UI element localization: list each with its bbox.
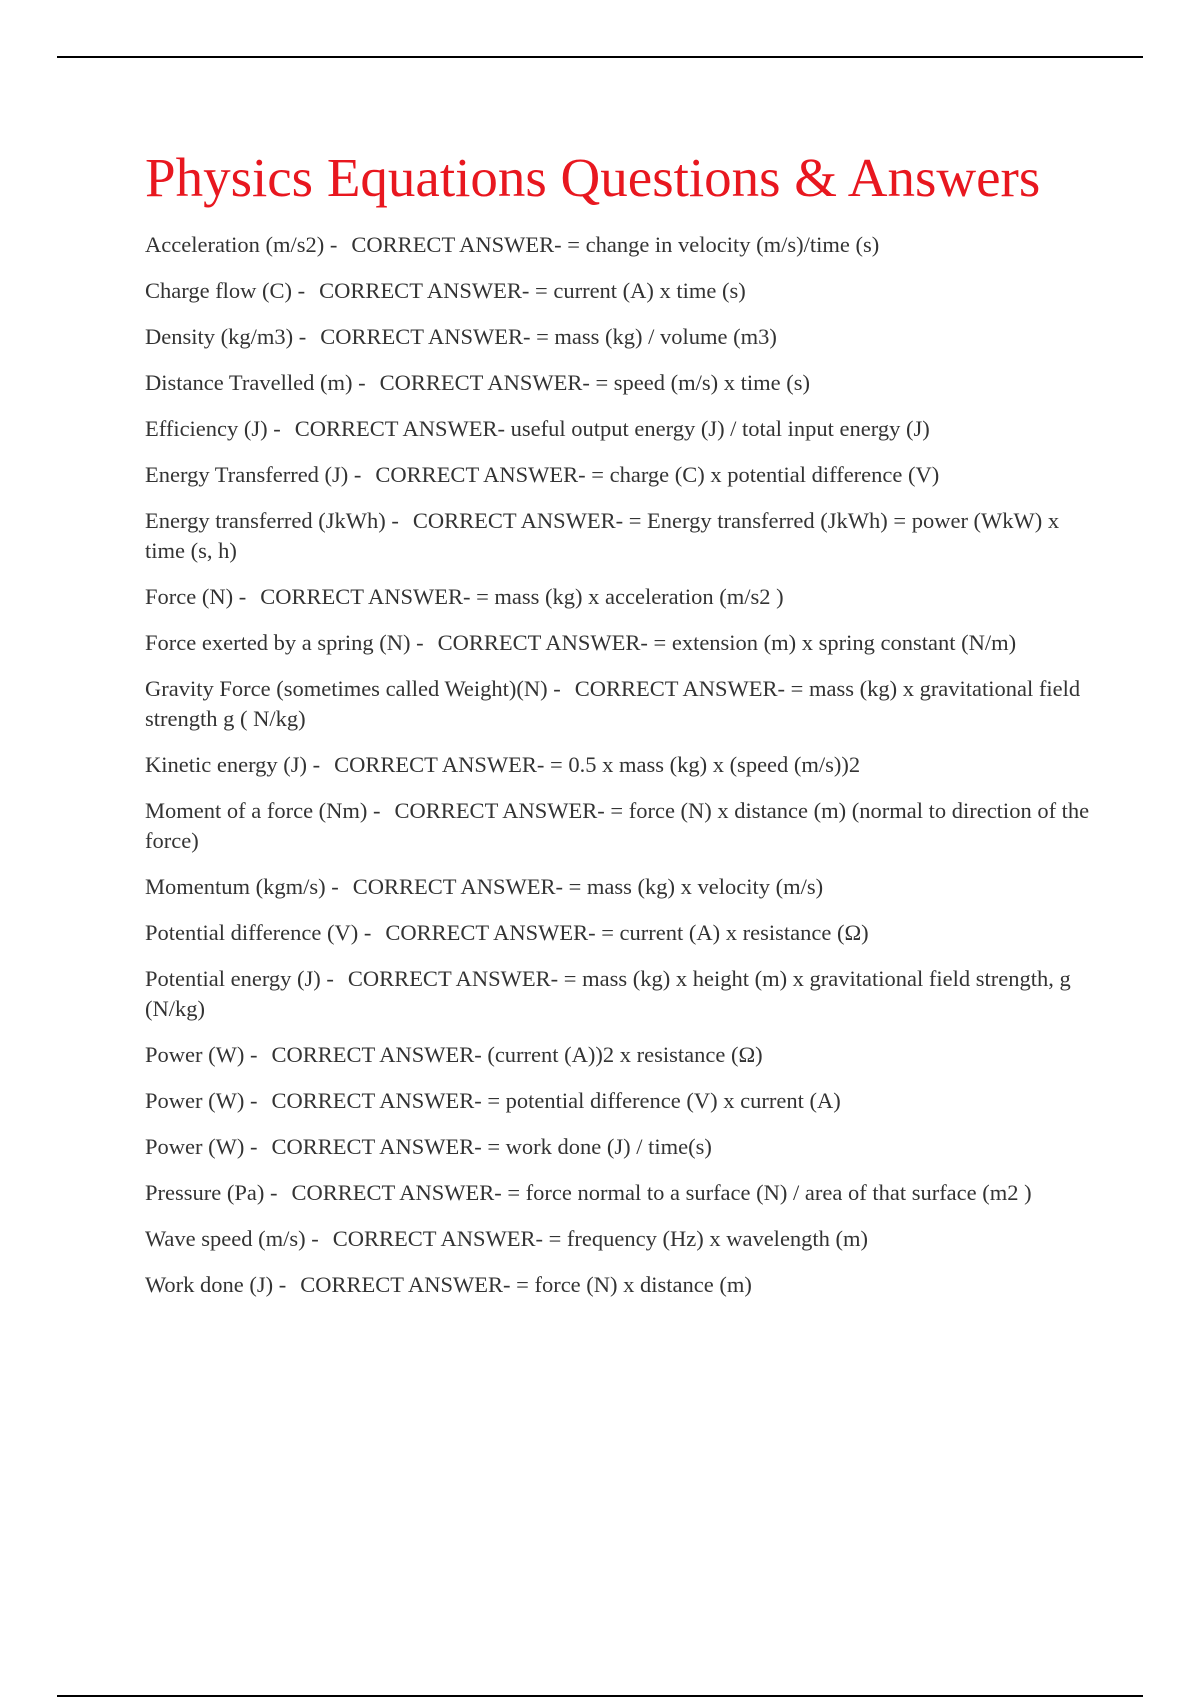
- question-text: Power (W) -: [145, 1088, 258, 1113]
- answer-label: CORRECT ANSWER-: [385, 920, 596, 945]
- answer-label: CORRECT ANSWER-: [352, 874, 563, 899]
- answer-text: = Energy transferred (JkWh) = power (WkW) x time (s, h): [145, 508, 1060, 563]
- qa-item: [145, 322, 1090, 352]
- qa-item: [145, 506, 1090, 566]
- answer-text: (current (A))2 x resistance (Ω): [487, 1042, 763, 1067]
- question-text: Kinetic energy (J) -: [145, 752, 321, 777]
- answer-label: CORRECT ANSWER-: [294, 416, 506, 441]
- answer-label: CORRECT ANSWER-: [351, 232, 562, 257]
- answer-text: = force (N) x distance (m): [516, 1272, 752, 1297]
- answer-label: CORRECT ANSWER-: [412, 508, 624, 533]
- answer-label: CORRECT ANSWER-: [319, 278, 530, 303]
- qa-item: [145, 368, 1090, 398]
- qa-item: [145, 628, 1090, 658]
- qa-item: [145, 1178, 1090, 1208]
- answer-text: = force normal to a surface (N) / area of that surface (m2 ): [507, 1180, 1032, 1205]
- answer-label: CORRECT ANSWER-: [320, 324, 531, 349]
- answer-label: CORRECT ANSWER-: [271, 1088, 482, 1113]
- answer-text: = 0.5 x mass (kg) x (speed (m/s))2: [550, 752, 861, 777]
- question-text: Acceleration (m/s2) -: [145, 232, 338, 257]
- question-text: Potential energy (J) -: [145, 966, 334, 991]
- question-text: Power (W) -: [145, 1134, 258, 1159]
- answer-label: CORRECT ANSWER-: [271, 1134, 482, 1159]
- answer-text: = charge (C) x potential difference (V): [591, 462, 940, 487]
- question-text: Energy transferred (JkWh) -: [145, 508, 399, 533]
- qa-item: [145, 750, 1090, 780]
- answer-text: = mass (kg) x gravitational field strength g ( N/kg): [145, 676, 1081, 731]
- qa-item: [145, 1132, 1090, 1162]
- answer-text: = frequency (Hz) x wavelength (m): [548, 1226, 869, 1251]
- qa-item: [145, 1086, 1090, 1116]
- qa-item: [145, 796, 1090, 856]
- qa-item: [145, 276, 1090, 306]
- qa-item: [145, 414, 1090, 444]
- qa-item: [145, 460, 1090, 490]
- qa-item: [145, 872, 1090, 902]
- question-text: Potential difference (V) -: [145, 920, 372, 945]
- qa-item: [145, 964, 1090, 1024]
- answer-text: useful output energy (J) / total input energy (J): [510, 416, 930, 441]
- answer-text: = work done (J) / time(s): [487, 1134, 712, 1159]
- answer-label: CORRECT ANSWER-: [379, 370, 590, 395]
- question-text: Power (W) -: [145, 1042, 258, 1067]
- question-text: Gravity Force (sometimes called Weight)(N) -: [145, 676, 561, 701]
- answer-text: = change in velocity (m/s)/time (s): [567, 232, 880, 257]
- answer-label: CORRECT ANSWER-: [375, 462, 586, 487]
- question-text: Force (N) -: [145, 584, 247, 609]
- question-text: Force exerted by a spring (N) -: [145, 630, 424, 655]
- top-rule: [57, 56, 1143, 58]
- answer-label: CORRECT ANSWER-: [334, 752, 545, 777]
- question-text: Pressure (Pa) -: [145, 1180, 278, 1205]
- qa-item: [145, 582, 1090, 612]
- answer-label: CORRECT ANSWER-: [332, 1226, 543, 1251]
- question-text: Distance Travelled (m) -: [145, 370, 366, 395]
- answer-label: CORRECT ANSWER-: [260, 584, 471, 609]
- question-text: Energy Transferred (J) -: [145, 462, 362, 487]
- question-text: Density (kg/m3) -: [145, 324, 307, 349]
- answer-label: CORRECT ANSWER-: [347, 966, 559, 991]
- question-text: Momentum (kgm/s) -: [145, 874, 339, 899]
- question-text: Efficiency (J) -: [145, 416, 281, 441]
- answer-text: = current (A) x time (s): [535, 278, 746, 303]
- answer-label: CORRECT ANSWER-: [574, 676, 786, 701]
- answer-text: = speed (m/s) x time (s): [595, 370, 810, 395]
- qa-item: [145, 1224, 1090, 1254]
- question-text: Moment of a force (Nm) -: [145, 798, 381, 823]
- answer-text: = force (N) x distance (m) (normal to direction of the force): [145, 798, 1090, 853]
- answer-text: = current (A) x resistance (Ω): [601, 920, 869, 945]
- answer-text: = mass (kg) x height (m) x gravitational field strength, g (N/kg): [145, 966, 1071, 1021]
- question-text: Charge flow (C) -: [145, 278, 306, 303]
- answer-label: CORRECT ANSWER-: [300, 1272, 511, 1297]
- bottom-rule: [57, 1695, 1143, 1697]
- answer-text: = extension (m) x spring constant (N/m): [653, 630, 1017, 655]
- page-title: Physics Equations Questions & Answers: [145, 147, 1041, 208]
- question-text: Work done (J) -: [145, 1272, 287, 1297]
- answer-text: = mass (kg) x velocity (m/s): [568, 874, 824, 899]
- answer-label: CORRECT ANSWER-: [271, 1042, 482, 1067]
- answer-label: CORRECT ANSWER-: [394, 798, 605, 823]
- question-text: Wave speed (m/s) -: [145, 1226, 319, 1251]
- answer-text: = mass (kg) / volume (m3): [536, 324, 777, 349]
- qa-item: [145, 1270, 1090, 1300]
- answer-text: = mass (kg) x acceleration (m/s2 ): [476, 584, 784, 609]
- qa-list: [145, 230, 1090, 1316]
- qa-item: [145, 674, 1090, 734]
- qa-item: [145, 1040, 1090, 1070]
- qa-item: [145, 230, 1090, 260]
- qa-item: [145, 918, 1090, 948]
- answer-label: CORRECT ANSWER-: [437, 630, 648, 655]
- answer-text: = potential difference (V) x current (A): [487, 1088, 841, 1113]
- answer-label: CORRECT ANSWER-: [291, 1180, 502, 1205]
